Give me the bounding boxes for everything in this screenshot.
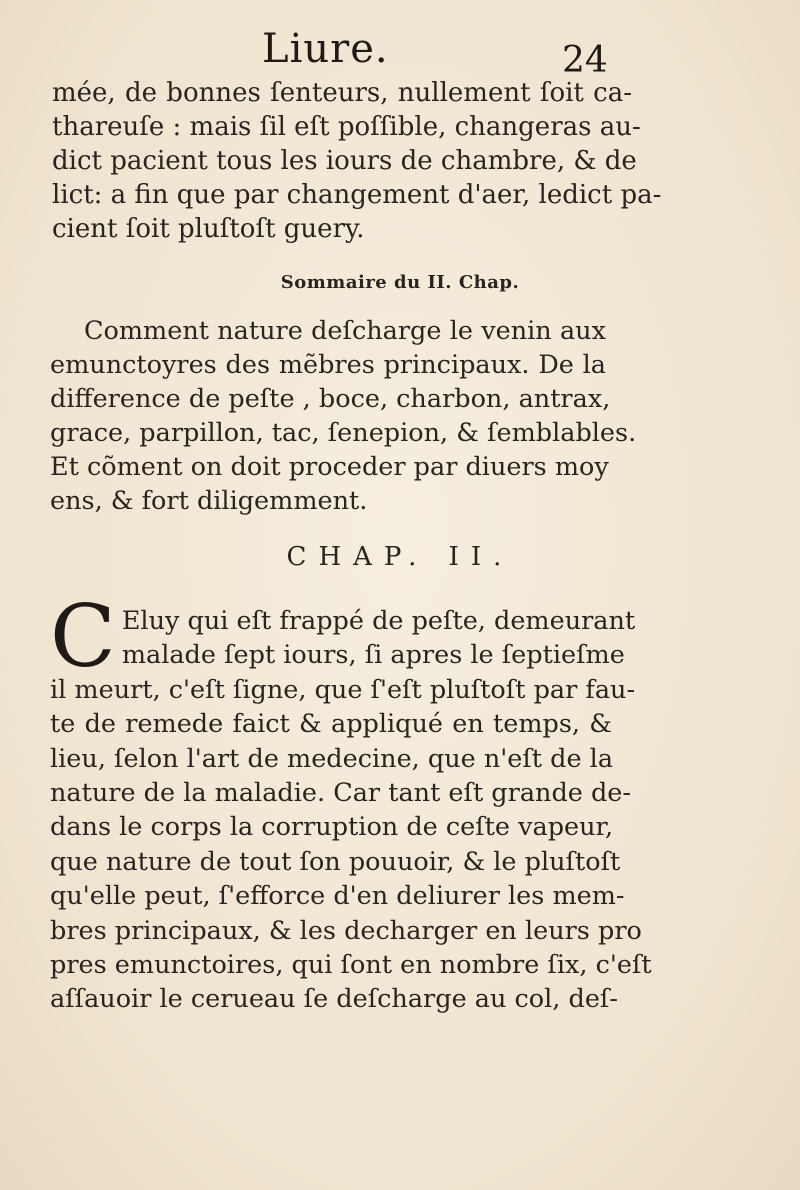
- chapter-heading: CHAP. II.: [286, 542, 514, 572]
- chapter-line: pres emunctoires, qui ſont en nombre ſix, c'eſt: [50, 949, 652, 980]
- summary-heading: Sommaire du II. Chap.: [280, 272, 520, 293]
- body-text-top: [52, 76, 662, 246]
- page-number: 24: [562, 40, 608, 81]
- chapter-line: te de remede faict & appliqué en temps, &: [50, 709, 612, 740]
- text-line: dict pacient tous les iours de chambre, & de: [52, 146, 637, 176]
- chapter-line: dans le corps la corruption de ceſte vapeur,: [50, 812, 614, 843]
- summary-line: Et cõment on doit proceder par diuers moy: [50, 452, 609, 482]
- chapter-line: que nature de tout ſon pouuoir, & le pluſtoſt: [50, 846, 621, 877]
- summary-line: grace, parpillon, tac, ſenepion, & ſemblables.: [50, 418, 637, 448]
- page-header: [0, 22, 800, 81]
- chapter-line: lieu, ſelon l'art de medecine, que n'eſt de la: [50, 743, 614, 774]
- chapter-line: il meurt, c'eſt ſigne, que ſ'eſt pluſtoſt par fau-: [50, 674, 636, 705]
- summary-line: ens, & fort diligemment.: [50, 486, 368, 516]
- chapter-line: bres principaux, & les decharger en leurs pro: [50, 915, 642, 946]
- chapter-body: [50, 587, 652, 1017]
- summary-line: difference de peſte , boce, charbon, antrax,: [50, 384, 611, 414]
- text-line: mée, de bonnes ſenteurs, nullement ſoit ca-: [52, 78, 632, 108]
- running-title: Liure.: [262, 26, 389, 72]
- chapter-line: Eluy qui eſt frappé de peſte, demeurant: [121, 606, 636, 636]
- text-line: lict: a fin que par changement d'aer, ledict pa-: [52, 180, 662, 210]
- chapter-summary: [50, 314, 637, 518]
- summary-line: emunctoyres des mẽbres principaux. De la: [50, 350, 606, 380]
- text-line: cient ſoit pluſtoſt guery.: [52, 214, 365, 244]
- drop-capital: C: [50, 587, 116, 687]
- chapter-line: qu'elle peut, ſ'efforce d'en deliurer les mem-: [50, 881, 625, 912]
- text-line: thareuſe : mais ſil eſt poſſible, changeras au-: [52, 112, 641, 142]
- chapter-line: malade ſept iours, ſi apres le ſeptieſme: [121, 640, 625, 671]
- summary-line: Comment nature deſcharge le venin aux: [84, 316, 606, 346]
- chapter-line: nature de la maladie. Car tant eſt grande de-: [50, 777, 631, 808]
- chapter-line: aſſauoir le cerueau ſe deſcharge au col, deſ-: [50, 984, 618, 1015]
